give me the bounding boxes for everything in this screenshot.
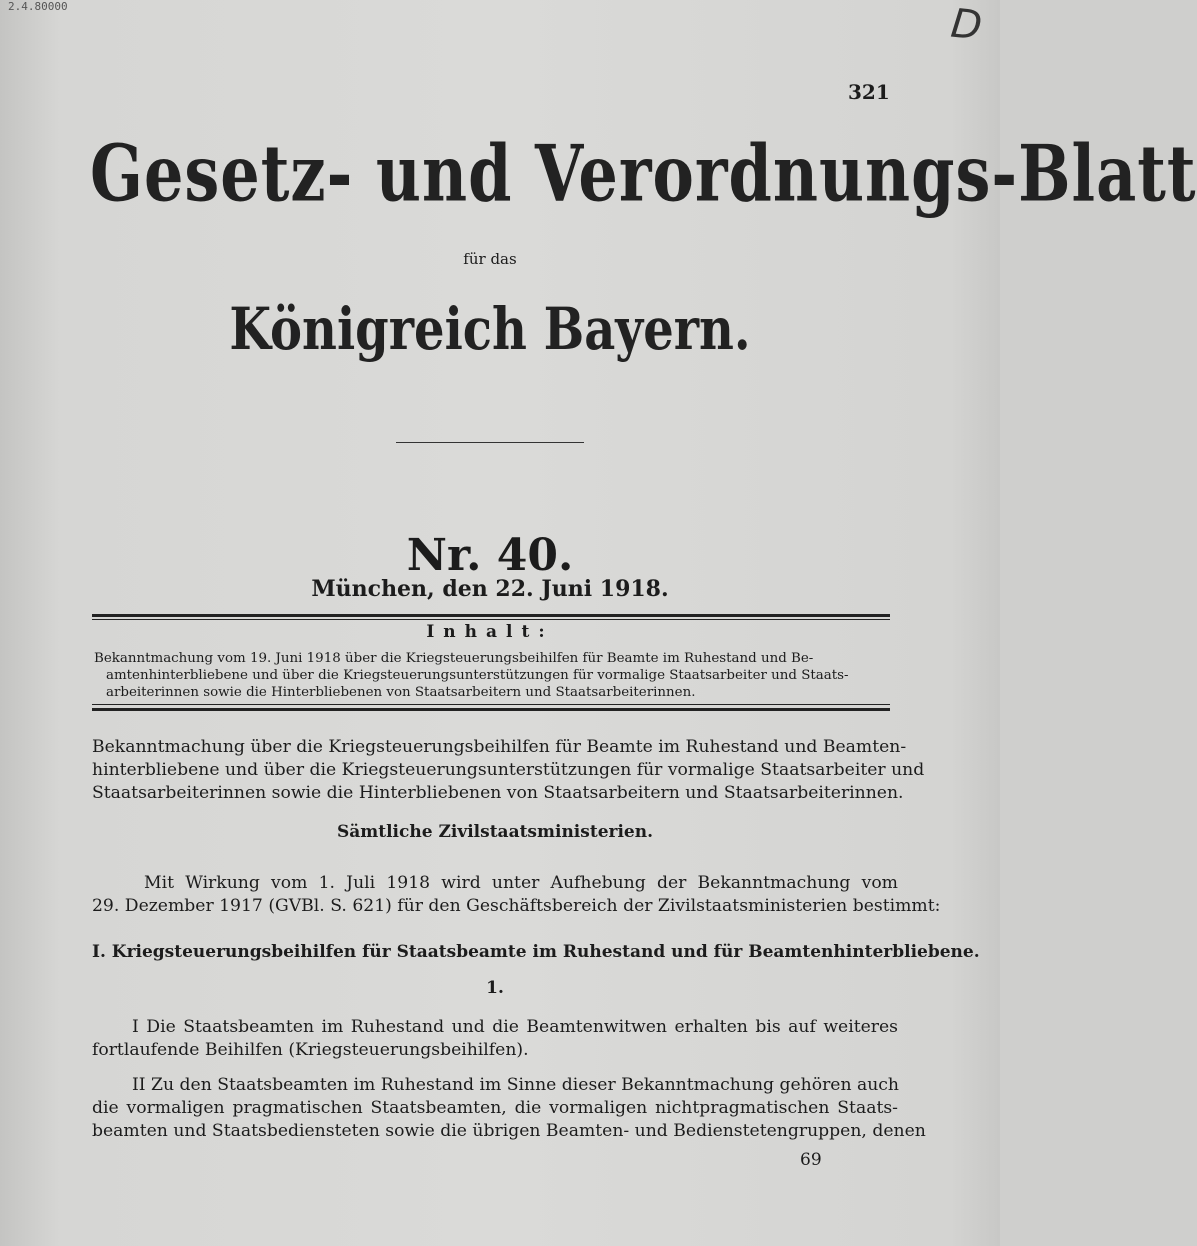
paragraph-2 [92,1074,926,1143]
signature-number: 69 [800,1150,822,1170]
intro-line: 29. Dezember 1917 (GVBl. S. 621) für den Geschäftsbereich der Zivilstaatsministerien bestimmt: [92,896,941,916]
announcement-line: Bekanntmachung über die Kriegsteuerungsbeihilfen für Beamte im Ruhestand und Beamten- [92,737,907,757]
contents-top-rule [92,614,890,617]
masthead-divider [396,442,584,443]
section-heading: I. Kriegsteuerungsbeihilfen für Staatsbeamte im Ruhestand und für Beamtenhinterbliebene. [92,942,980,962]
intro-line: Mit Wirkung vom 1. Juli 1918 wird unter Aufhebung der Bekanntmachung vom [144,873,898,893]
masthead-subtitle: für das [463,250,517,268]
paragraph-2-line: die vormaligen pragmatischen Staatsbeamten, die vormaligen nichtpragmatischen Staats- [92,1098,898,1118]
issue-number: Nr. 40. [406,530,574,581]
handwritten-letter: D [948,0,985,50]
paragraph-2-line: II Zu den Staatsbeamten im Ruhestand im Sinne dieser Bekanntmachung gehören auch [132,1075,900,1095]
paragraph-2-line: beamten und Staatsbediensteten sowie die übrigen Beamten- und Bedienstetengruppen, denen [92,1121,926,1141]
contents-heading: Inhalt: [426,622,554,642]
contents-line: amtenhinterbliebene und über die Kriegsteuerungsunterstützungen für vormalige Staatsarbeiter und Staats- [106,668,849,683]
intro-paragraph [92,872,941,918]
announcement-line: Staatsarbeiterinnen sowie die Hinterbliebenen von Staatsarbeitern und Staatsarbeiterinnen. [92,783,904,803]
contents-box [94,650,890,701]
contents-line: arbeiterinnen sowie die Hinterbliebenen von Staatsarbeitern und Staatsarbeiterinnen. [106,685,696,700]
ministries-heading: Sämtliche Zivilstaatsministerien. [336,822,654,842]
archive-stamp: 2.4.80000 [8,0,68,13]
announcement-line: hinterbliebene und über die Kriegsteuerungsunterstützungen für vormalige Staatsarbeiter und [92,760,925,780]
paragraph-number: 1. [486,978,504,998]
paragraph-1-line: fortlaufende Beihilfen (Kriegsteuerungsbeihilfen). [92,1040,529,1060]
masthead-title: Gesetz- und Verordnungs-Blatt [90,128,1197,220]
announcement-title [92,736,925,805]
masthead-kingdom: Königreich Bayern. [229,296,751,364]
paragraph-1-line: I Die Staatsbeamten im Ruhestand und die Beamtenwitwen erhalten bis auf weiteres [132,1017,898,1037]
contents-top-rule-thin [92,619,890,620]
contents-bottom-rule [92,708,890,711]
paragraph-1 [92,1016,898,1062]
issue-date: München, den 22. Juni 1918. [311,576,669,602]
contents-line: Bekanntmachung vom 19. Juni 1918 über die Kriegsteuerungsbeihilfen für Beamte im Ruhestand und Be- [94,651,814,666]
contents-bottom-rule-thin [92,704,890,705]
page-number: 321 [848,80,890,104]
